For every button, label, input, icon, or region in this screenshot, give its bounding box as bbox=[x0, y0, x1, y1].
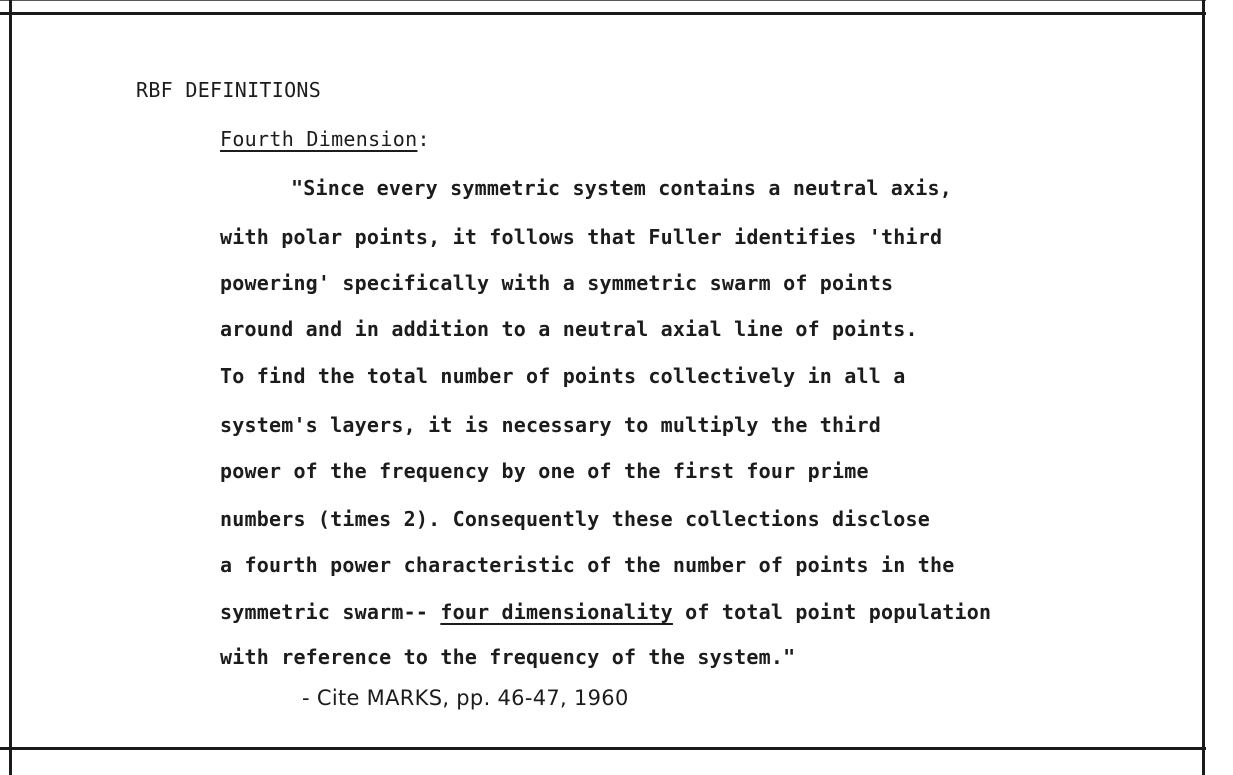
quote-line-3: powering' specifically with a symmetric swarm of points bbox=[220, 271, 894, 295]
quote-line-9: a fourth power characteristic of the number of points in the bbox=[220, 553, 955, 577]
term-suffix: : bbox=[417, 127, 430, 151]
quote-line-10-after: of total point population bbox=[672, 600, 992, 624]
quote-line-11: with reference to the frequency of the system." bbox=[220, 645, 796, 669]
quote-line-10 bbox=[220, 600, 991, 624]
term-label: Fourth Dimension bbox=[220, 127, 418, 151]
quote-emphasis: four dimensionality bbox=[440, 600, 673, 624]
quote-line-6: system's layers, it is necessary to multiply the third bbox=[220, 413, 882, 437]
quote-line-1: "Since every symmetric system contains a neutral axis, bbox=[291, 176, 953, 200]
quote-line-7: power of the frequency by one of the first four prime bbox=[220, 459, 869, 483]
card-left-border bbox=[9, 0, 12, 775]
citation: - Cite MARKS, pp. 46-47, 1960 bbox=[302, 686, 629, 710]
quote-line-4: around and in addition to a neutral axial line of points. bbox=[220, 317, 918, 341]
card-top-edge bbox=[0, 0, 1206, 1]
card-right-border bbox=[1202, 0, 1205, 775]
card-bottom-border bbox=[0, 747, 1206, 750]
quote-line-8: numbers (times 2). Consequently these collections disclose bbox=[220, 507, 930, 531]
term-title bbox=[220, 127, 430, 151]
quote-line-5: To find the total number of points collectively in all a bbox=[220, 364, 906, 388]
card-top-border bbox=[0, 12, 1206, 15]
quote-line-2: with polar points, it follows that Fuller identifies 'third bbox=[220, 225, 943, 249]
card-heading: RBF DEFINITIONS bbox=[136, 78, 322, 102]
quote-line-10-before: symmetric swarm-- bbox=[220, 600, 441, 624]
